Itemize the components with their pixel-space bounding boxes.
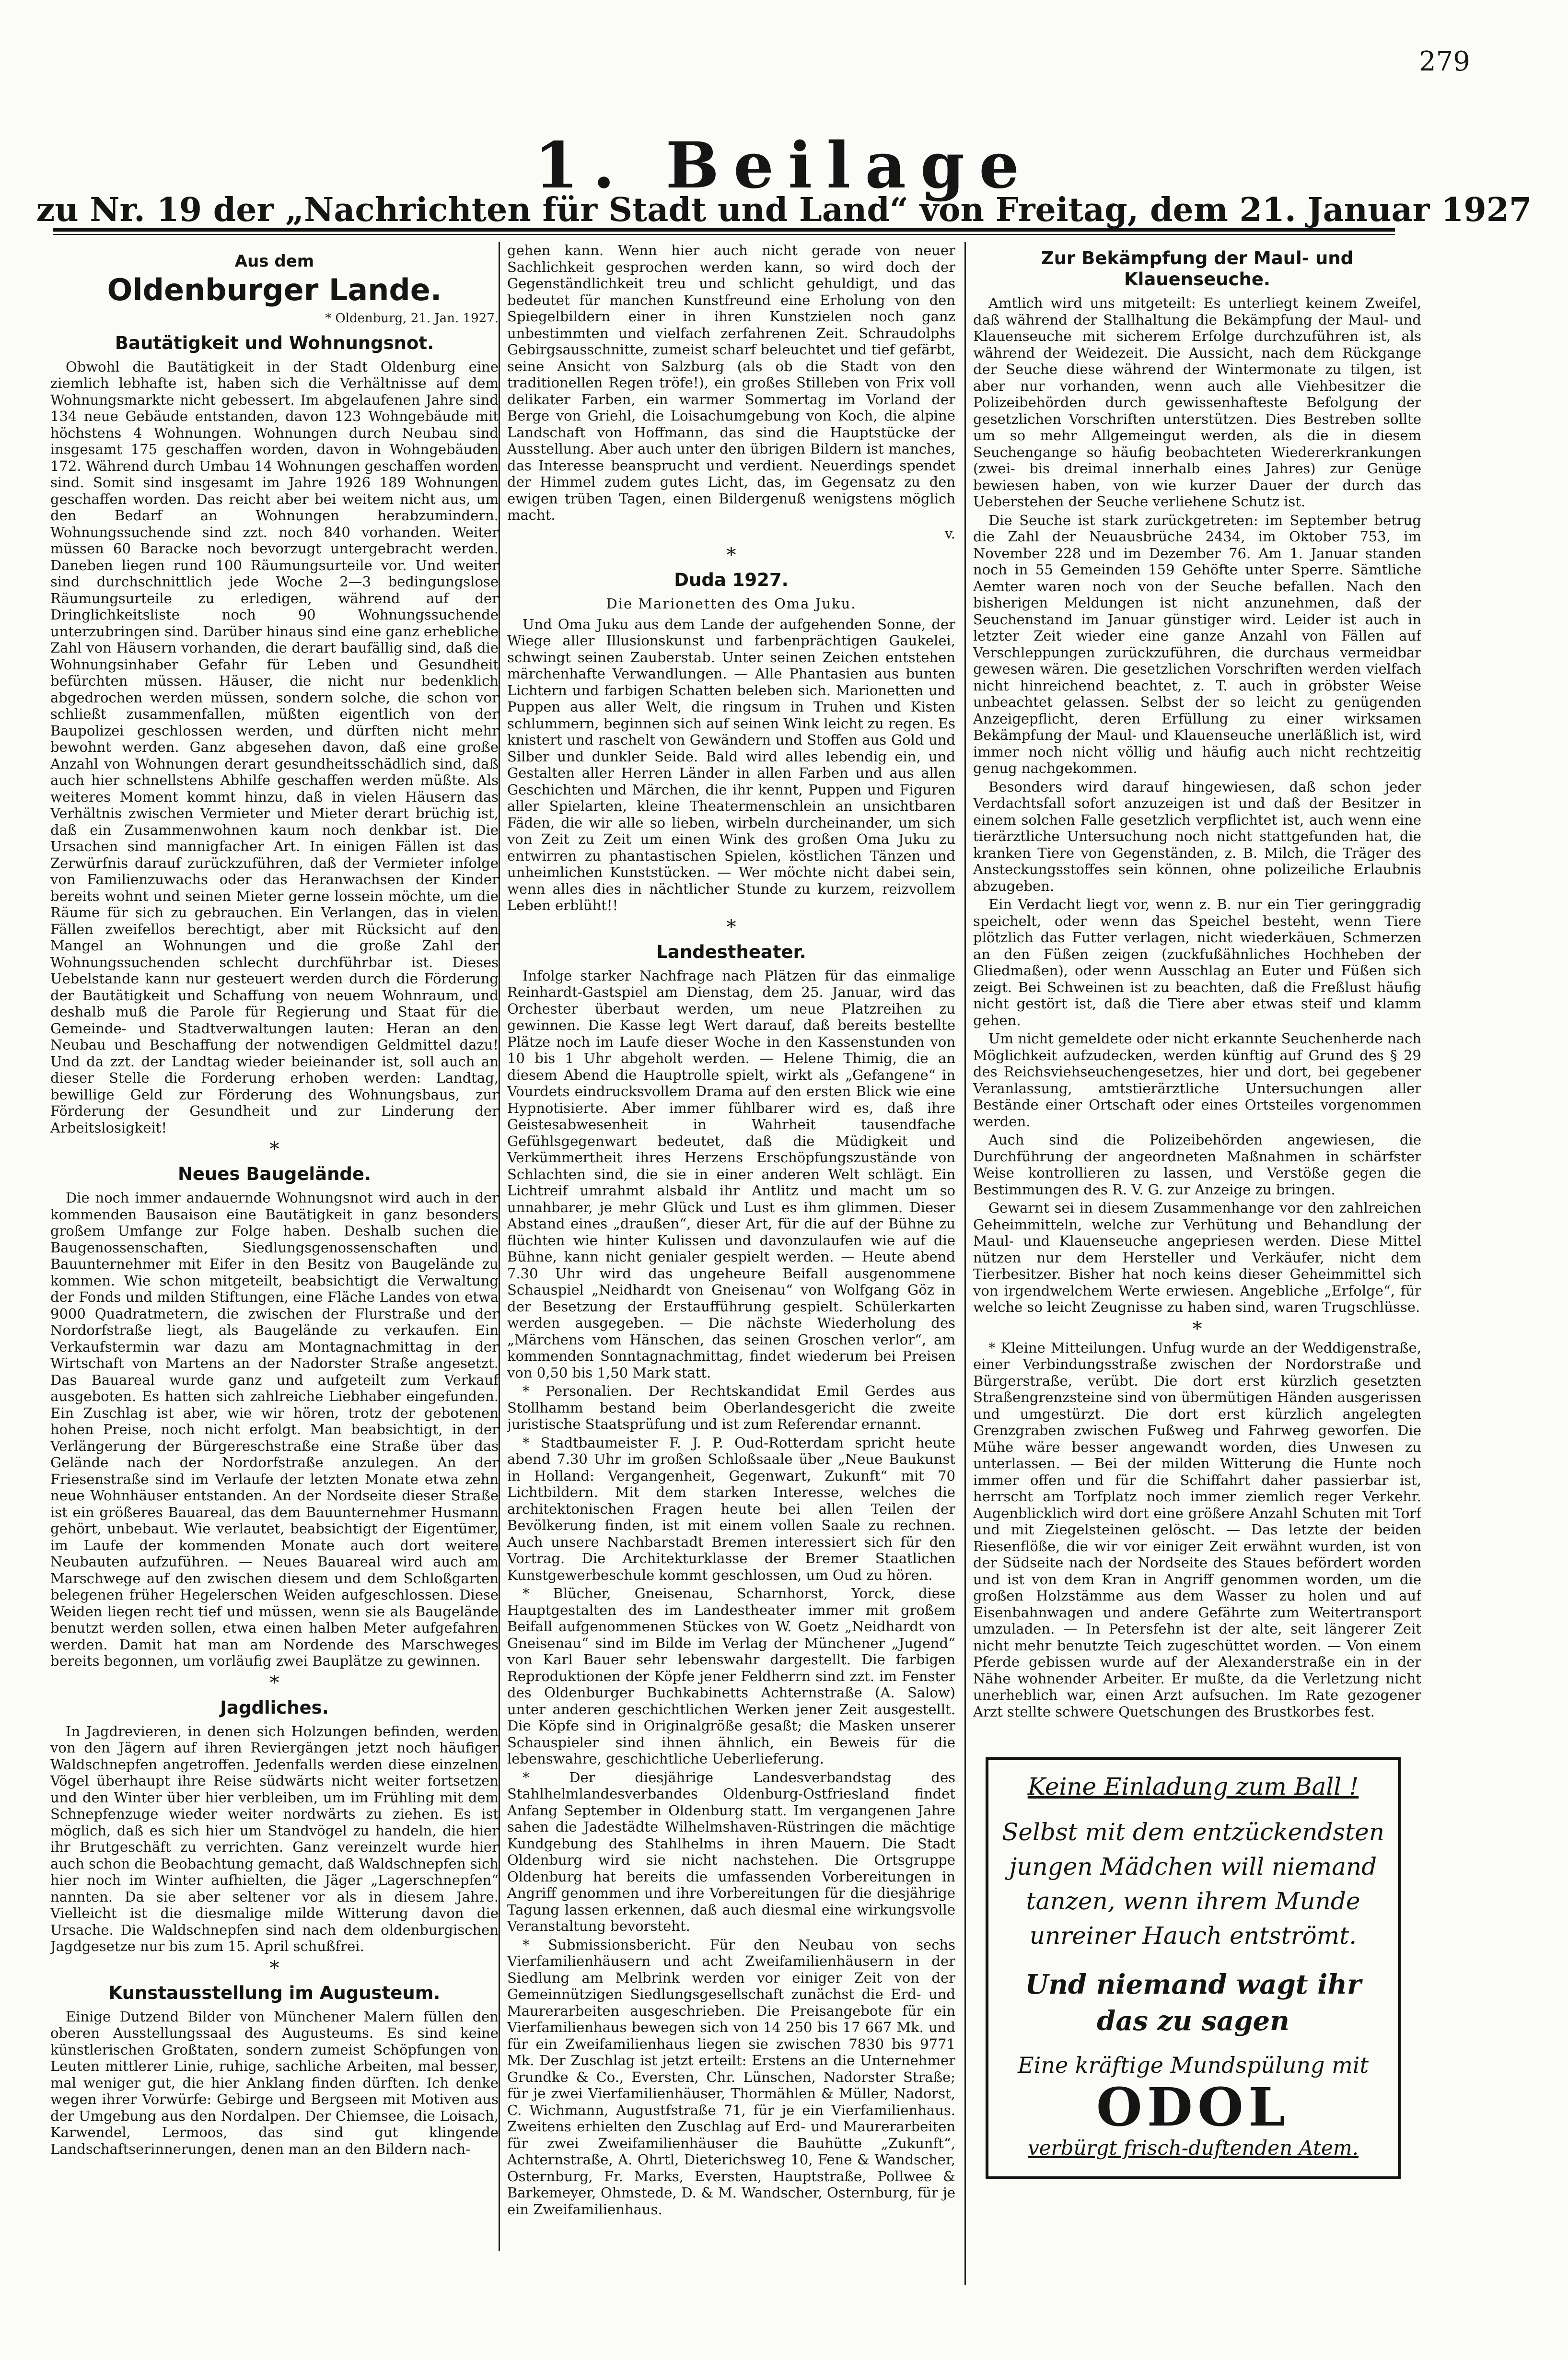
news-item: * Der diesjährige Landesverbandstag des Stahlhelmlandesverbandes Oldenburg-Ostfriesland findet Anfang September in Oldenburg statt. Im vergangenen Jahre sahen die Jadestädte Wilhelmshaven-Rüstringen die mächtige Kundgebung des Stahlhelms in ihren Mauern. Die Stadt Oldenburg wird sie nicht nachstehen. Die Ortsgruppe Oldenburg hat bereits die umfassenden Vorbereitungen in Angriff genommen und ihre Vorbereitungen für die diesjährige Tagung lassen erkennen, daß auch diesmal eine wirkungsvolle Veranstaltung bevorsteht. <box>507 1769 955 1934</box>
article-paragraph: Auch sind die Polizeibehörden angewiesen, die Durchführung der angeordneten Maßnahmen in schärfster Weise kontrollieren zu lassen, und Verstöße gegen die Bestimmungen des R. V. G. zur Anzeige zu bringen. <box>973 1132 1421 1198</box>
article-paragraph: Die noch immer andauernde Wohnungsnot wird auch in der kommenden Bausaison eine Bautätigkeit in ganz besonders großem Umfange zur Folge haben. Deshalb suchen die Baugenossenschaften, Siedlungsgenossenschaften und Bauunternehmer mit Eifer in den Besitz von Baugelände zu kommen. Wie schon mitgeteilt, beabsichtigt die Verwaltung der Fonds und milden Stiftungen, eine Fläche Landes von etwa 9000 Quadratmetern, die zwischen der Flurstraße und der Nordorfstraße liegt, als Baugelände zu verkaufen. Ein Verkaufstermin war dazu am Montagnachmittag in der Wirtschaft von Martens an der Nadorster Straße angesetzt. Das Bauareal wurde ganz und aufgeteilt zum Verkauf ausgeboten. Es hatten sich zahlreiche Liebhaber eingefunden. Ein Zuschlag ist aber, wie wir hören, trotz der gebotenen hohen Preise, noch nicht erfolgt. Man beabsichtigt, in der Verlängerung der Bürgereschstraße eine Straße über das Gelände nach der Nordorfstraße anzulegen. An der Friesenstraße sind im Verlaufe der letzten Monate etwa zehn neue Wohnhäuser entstanden. An der Nordseite dieser Straße ist ein größeres Bauareal, das dem Bauunternehmer Husmann gehört, unbebaut. Wie verlautet, beabsichtigt der Eigentümer, im Laufe der kommenden Monate auch dort weitere Neubauten aufzuführen. — Neues Bauareal wird auch am Marschwege auf den zwischen diesem und dem Schloßgarten belegenen früher Hegelerschen Weiden aufgeschlossen. Diese Weiden liegen recht tief und müssen, wenn sie als Baugelände benutzt werden sollen, etwa einen halben Meter aufgefahren werden. Damit hat man am Nordende des Marschweges bereits begonnen, um vorläufig zwei Bauplätze zu gewinnen. <box>50 1190 499 1669</box>
news-item: * Stadtbaumeister F. J. P. Oud-Rotterdam spricht heute abend 7.30 Uhr im großen Schloßsaale über „Neue Baukunst in Holland: Vergangenheit, Gegenwart, Zukunft“ mit 70 Lichtbildern. Mit dem starken Interesse, welches die architektonischen Fragen heute bei allen Teilen der Bevölkerung finden, ist mit einem vollen Saale zu rechnen. Auch unsere Nachbarstadt Bremen interessiert sich für den Vortrag. Die Architekturklasse der Bremer Staatlichen Kunstgewerbeschule kommt geschlossen, um Oud zu hören. <box>507 1434 955 1583</box>
page-number: 279 <box>1419 46 1470 77</box>
article-paragraph: Amtlich wird uns mitgeteilt: Es unterliegt keinem Zweifel, daß während der Stallhaltung die Bekämpfung der Maul- und Klauenseuche mit sicherem Erfolge durchzuführen ist, als während der Weidezeit. Die Aussicht, nach dem Rückgange der Seuche diese während der Wintermonate zu tilgen, ist aber nur vorhanden, wenn auch alle Viehbesitzer die Polizeibehörden durch gewissenhafteste Befolgung der gesetzlichen Vorschriften unterstützen. Dies Bestreben sollte um so mehr Allgemeingut werden, als die in diesem Seuchengange so häufig beobachteten Wiedererkrankungen (zwei- bis dreimal innerhalb eines Jahres) zur Genüge bewiesen haben, von wie kurzer Dauer der durch das Ueberstehen der Seuche verliehene Schutz ist. <box>973 295 1421 510</box>
section-title: Oldenburger Lande. <box>107 272 442 307</box>
column-1 <box>50 242 499 2251</box>
separator-asterisk: * <box>269 1957 279 1979</box>
article-paragraph: Gewarnt sei in diesem Zusammenhange vor den zahlreichen Geheimmitteln, welche zur Verhütung und Behandlung der Maul- und Klauenseuche angepriesen werden. Diese Mittel nützen nur dem Hersteller und Verkäufer, nicht dem Tierbesitzer. Bisher hat noch keins dieser Geheimmittel sich von irgendwelchem Werte erwiesen. Angebliche „Erfolge“, für welche so leicht Zeugnisse zu haben sind, waren Trugschlüsse. <box>973 1200 1421 1315</box>
column-divider <box>964 242 966 2285</box>
column-2 <box>507 242 955 2285</box>
article-heading: Landestheater. <box>656 941 806 962</box>
masthead-title: 1. Beilage <box>534 129 1034 203</box>
news-item: * Submissionsbericht. Für den Neubau von sechs Vierfamilienhäusern und acht Zweifamilienhäusern in der Siedlung am Melbrink werden vor einiger Zeit von der Gemeinnützigen Siedlungsgesellschaft zunächst die Erd- und Maurerarbeiten ausgeschrieben. Die Preisangebote für ein Vierfamilienhaus bewegen sich von 14 250 bis 17 667 Mk. und für ein Zweifamilienhaus liegen sie zwischen 7830 bis 9771 Mk. Der Zuschlag ist jetzt erteilt: Erstens an die Unternehmer Grundke & Co., Eversten, Chr. Lünschen, Nadorster Straße; für je zwei Vierfamilienhäuser, Thormählen & Müller, Nadorst, C. Wichmann, Augustfstraße 71, für je ein Vierfamilienhaus. Zweitens erhielten den Zuschlag auf Erd- und Maurerarbeiten für zwei Zweifamilienhäuser die Bauhütte „Zukunft“, Achternstraße, A. Ohrtl, Dieterichsweg 10, Fene & Wandscher, Osternburg, Fr. Marks, Eversten, Hauptstraße, Pollwee & Barkemeyer, Ohmstede, D. & M. Wandscher, Osternburg, für je ein Zweifamilienhaus. <box>507 1936 955 2218</box>
column-divider <box>499 242 500 2251</box>
separator-asterisk: * <box>726 916 736 938</box>
article-subheading: Die Marionetten des Oma Juku. <box>606 596 857 612</box>
ad-emphasis: Und niemand wagt ihr das zu sagen <box>1025 1969 1361 2037</box>
article-paragraph: Infolge starker Nachfrage nach Plätzen für das einmalige Reinhardt-Gastspiel am Dienstag, dem 25. Januar, wird das Orchester überbaut werden, um neue Platzreihen zu gewinnen. Die Kasse legt Wert darauf, daß bereits bestellte Plätze noch im Laufe dieser Woche in den Kassenstunden von 10 bis 1 Uhr abgeholt werden. — Helene Thimig, die an diesem Abend die Hauptrolle spielt, wirkt als „Gefangene“ in Vourdets eindrucksvollem Drama auf den ersten Blick wie eine Hypnotisierte. Aber immer fühlbarer wird es, daß ihre Geistesabwesenheit in Wahrheit tausendfache Gefühlsgegenwart bedeutet, daß die Müdigkeit und Verkümmertheit ihres Herzens Erschöpfungszustände von Schlachten sind, die sie in einer anderen Welt schlägt. Ein Lichtreif umrahmt alsbald ihr Antlitz und macht um so unnahbarer, je mehr Glück und Lust es ihm glimmen. Dieser Abstand eines „draußen“, dieser Art, für die auf der Bühne zu flüchten wie hinter Kulissen und davonzulaufen wie auf die Bühne, kann nicht genialer gespielt werden. — Heute abend 7.30 Uhr wird das ungeheure Beifall ausgenommene Schauspiel „Neidhardt von Gneisenau“ von Wolfgang Göz in der Besetzung der Erstaufführung gespielt. Schülerkarten werden ausgegeben. — Die nächste Wiederholung des „Märchens vom Hänschen, das seinen Groschen verlor“, am kommenden Sonntagnachmittag, findet wiederum bei Preisen von 0,50 bis 1,50 Mark statt. <box>507 967 955 1381</box>
separator-asterisk: * <box>1192 1318 1202 1340</box>
odol-advertisement <box>986 1757 1401 2179</box>
article-paragraph: Die Seuche ist stark zurückgetreten: im September betrug die Zahl der Neuausbrüche 2434, im Oktober 753, im November 228 und im Dezember 76. Am 1. Januar standen noch in 55 Gemeinden 159 Gehöfte unter Sperre. Sämtliche Aemter waren noch von der Seuche befallen. Nach den bisherigen Meldungen ist nicht anzunehmen, daß der Seuchenstand im Januar günstiger wird. Leider ist auch in letzter Zeit wieder eine ganze Anzahl von Fällen auf Verschleppungen zurückzuführen, die durchaus vermeidbar gewesen wären. Die gesetzlichen Vorschriften werden vielfach nicht hinreichend beachtet, z. T. auch in gröbster Weise unbeachtet gelassen. Selbst der so leicht zu genügenden Anzeigepflicht, deren Erfüllung zu einer wirksamen Bekämpfung der Maul- und Klauenseuche unerläßlich ist, wird immer noch nicht völlig und häufig auch nicht rechtzeitig genug nachgekommen. <box>973 512 1421 776</box>
news-item: * Kleine Mitteilungen. Unfug wurde an der Weddigenstraße, einer Verbindungsstraße zwischen der Nordorstraße und Bürgerstraße, verübt. Die dort erst kürzlich gesetzten Straßengrenzsteine sind von übermütigen Händen ausgerissen und umgestürzt. Die dort erst kürzlich angelegten Grenzgraben zwischen Fußweg und Fahrweg geworfen. Die Mühe wäre besser angewandt worden, dies Unwesen zu unterlassen. — Bei der milden Witterung die Hunte noch immer offen und für die Schiffahrt daher passierbar ist, herrscht am Torfplatz noch immer ziemlich reger Verkehr. Augenblicklich wird dort eine größere Anzahl Schuten mit Torf und mit Ziegelsteinen gelöscht. — Das letzte der beiden Riesenflöße, die wir vor einiger Zeit erwähnt wurden, ist von der Südseite nach der Nordseite des Staues befördert worden und ist von dem Kran in Angriff genommen worden, um die großen Holzstämme aus dem Wasser zu holen und auf Eisenbahnwagen und andere Gefährte zum Weitertransport umzuladen. — In Petersfehn ist der alte, seit längerer Zeit nicht mehr benutzte Teich zugeschüttet worden. — Von einem Pferde gebissen wurde auf der Alexanderstraße ein in der Nähe wohnender Arbeiter. Er mußte, da die Verletzung nicht unerheblich war, einen Arzt aufsuchen. Im Rate gezogener Arzt stellte schwere Quetschungen des Brustkorbes fest. <box>973 1339 1421 1720</box>
masthead-subtitle: zu Nr. 19 der „Nachrichten für Stadt und Land“ von Freitag, dem 21. Januar 1927 <box>36 191 1532 229</box>
news-item: * Blücher, Gneisenau, Scharnhorst, Yorck, diese Hauptgestalten des im Landestheater immer mit großem Beifall aufgenommenen Stückes von W. Goetz „Neidhardt von Gneisenau“ sind im Bilde im Verlag der Münchener „Jugend“ von Karl Bauer sehr lebenswahr dargestellt. Die farbigen Reproduktionen der Köpfe jener Feldherrn sind zzt. im Fenster des Oldenburger Buchkabinetts Achternstraße (A. Salow) unter anderen geschichtlichen Werken jener Zeit ausgestellt. Die Köpfe sind in Originalgröße gesaßt; die Masken unserer Schauspieler sind ihnen ähnlich, ein Beweis für die lebenswahre, geschichtliche Ueberlieferung. <box>507 1585 955 1767</box>
ad-brand: ODOL <box>1096 2076 1290 2138</box>
ad-body: Selbst mit dem entzückendsten jungen Mädchen will niemand tanzen, wenn ihrem Munde unreiner Hauch entströmt. <box>1002 1818 1384 1950</box>
ad-headline: Keine Einladung zum Ball ! <box>1027 1773 1359 1800</box>
column-3 <box>973 242 1421 1949</box>
article-heading: Kunstausstellung im Augusteum. <box>108 1982 441 2003</box>
ad-tagline: verbürgt frisch-duftenden Atem. <box>1027 2136 1359 2160</box>
section-kicker: Aus dem <box>234 252 314 271</box>
ad-product-line: Eine kräftige Mundspülung mit <box>1018 2052 1369 2078</box>
article-heading: Duda 1927. <box>674 570 789 590</box>
masthead-rule <box>53 228 1395 235</box>
article-heading: Jagdliches. <box>220 1697 329 1718</box>
article-paragraph: Besonders wird darauf hingewiesen, daß schon jeder Verdachtsfall sofort anzuzeigen ist und daß der Besitzer in einem solchen Falle gesetzlich verpflichtet ist, auch wenn eine tierärztliche Untersuchung noch nicht stattgefunden hat, die kranken Tiere von Gegenständen, z. B. Milch, die Träger des Ansteckungsstoffes sein können, ohne polizeiliche Erlaubnis abzugeben. <box>973 778 1421 894</box>
article-heading: Zur Bekämpfung der Maul- und Klauenseuche. <box>1041 248 1354 290</box>
article-heading: Bautätigkeit und Wohnungsnot. <box>115 332 434 353</box>
separator-asterisk: * <box>726 544 736 566</box>
news-item: * Personalien. Der Rechtskandidat Emil Gerdes aus Stollhamm bestand beim Oberlandesgericht die zweite juristische Staatsprüfung und ist zum Referendar ernannt. <box>507 1383 955 1432</box>
separator-asterisk: * <box>269 1671 279 1694</box>
dateline: * Oldenburg, 21. Jan. 1927. <box>325 311 499 326</box>
article-paragraph: gehen kann. Wenn hier auch nicht gerade von neuer Sachlichkeit gesprochen werden kann, so wird doch der Gegenständlichkeit treu und schlicht gehuldigt, und das bedeutet für manchen Kunstfreund eine Erholung von den Spiegelbildern einer in ihren Kunstzielen noch ganz unbestimmten und vielfach zerfahrenen Zeit. Schraudolphs Gebirgsausschnitte, zumeist scharf beleuchtet und tief gefärbt, seine Ansicht von Salzburg (als ob die Stadt von den traditionellen Regen tröfe!), ein großes Stilleben von Frix voll delikater Farben, ein warmer Sommertag im Vorland der Berge von Griehl, die Loisachumgebung von Koch, die alpine Landschaft von Hoffmann, das sind die Hauptstücke der Ausstellung. Aber auch unter den übrigen Bildern ist manches, das Interesse beansprucht und verdient. Neuerdings spendet der Himmel zudem gutes Licht, das, im Gegensatz zu den ewigen trüben Tagen, einen Bildergenuß wenigstens möglich macht. <box>507 242 955 523</box>
article-paragraph: In Jagdrevieren, in denen sich Holzungen befinden, werden von den Jägern auf ihren Reviergängen jetzt noch häufiger Waldschnepfen angetroffen. Jedenfalls werden diese einzelnen Vögel überhaupt ihre Reise südwärts nicht weiter fortsetzen und den Winter über hier verbleiben, um im Frühling mit dem Schnepfenzuge wieder weiter nordwärts zu ziehen. Es ist möglich, daß es sich hier um Standvögel zu handeln, die hier ihr Brutgeschäft zu verrichten. Ganz vereinzelt wurde hier auch schon die Beobachtung gemacht, daß Waldschnepfen sich hier noch im Winter aufhielten, die Jäger „Lagerschnepfen“ nannten. Da sie aber seltener vor als in diesem Jahre. Vielleicht ist die diesmalige milde Witterung davon die Ursache. Die Waldschnepfen sind nach dem oldenburgischen Jagdgesetze nur bis zum 15. April schußfrei. <box>50 1723 499 1954</box>
article-paragraph: Obwohl die Bautätigkeit in der Stadt Oldenburg eine ziemlich lebhafte ist, haben sich die Verhältnisse auf dem Wohnungsmarkte nicht gebessert. Im abgelaufenen Jahre sind 134 neue Gebäude entstanden, davon 123 Wohngebäude mit höchstens 4 Wohnungen. Wohnungen durch Neubau sind insgesamt 175 geschaffen worden, davon in Wohngebäuden 172. Während durch Umbau 14 Wohnungen geschaffen worden sind. Somit sind insgesamt im Jahre 1926 189 Wohnungen geschaffen worden. Das reicht aber bei weitem nicht aus, um den Bedarf an Wohnungen herabzumindern. Wohnungssuchende sind zzt. noch 840 vorhanden. Weiter müssen 60 Baracke noch bevorzugt untergebracht werden. Daneben liegen rund 100 Räumungsurteile vor. Und weiter sind durchschnittlich jede Woche 2—3 bedingungslose Räumungsurteile zu erledigen, während auf der Dringlichkeitsliste noch 90 Wohnungssuchende unterzubringen sind. Darüber hinaus sind eine ganz erhebliche Zahl von Häusern vorhanden, die derart baufällig sind, daß die Wohnungsinhaber Gefahr für Leben und Gesundheit befürchten müssen. Häuser, die nicht nur bedenklich abgedrochen werden müssen, sondern solche, die schon vor schließt zusammenfallen, müßten eigentlich von der Baupolizei geschlossen werden, und dürften nicht mehr bewohnt werden. Ganz abgesehen davon, daß eine große Anzahl von Wohnungen derart gesundheitsschädlich sind, daß auch hier schnellstens Abhilfe geschaffen werden müßte. Als weiteres Moment kommt hinzu, daß in vielen Häusern das Verhältnis zwischen Vermieter und Mieter derart brüchig ist, daß ein Zusammenwohnen kaum noch denkbar ist. Die Ursachen sind mannigfacher Art. In einigen Fällen ist das Zerwürfnis darauf zurückzuführen, daß der Vermieter infolge von Familienzuwachs oder das Heranwachsen der Kinder bereits wohnt und seinen Mieter gerne lossein möchte, um die Räume für sich zu gebrauchen. Ein Verlangen, das in vielen Fällen zweifellos berechtigt, aber mit Rücksicht auf den Mangel an Wohnungen und die große Zahl der Wohnungssuchenden schlecht durchführbar ist. Dieses Uebelstande kann nur gesteuert werden durch die Förderung der Bautätigkeit und Schaffung von neuem Wohnraum, und deshalb muß die Parole für Regierung und Staat für die Gemeinde- und Stadtverwaltungen lauten: Heran an den Neubau und Beschaffung der notwendigen Geldmittel dazu! Und da zzt. der Landtag wieder beieinander ist, soll auch an dieser Stelle die Forderung erhoben werden: Landtag, bewillige Geld zur Förderung des Wohnungsbaus, zur Förderung der Gesundheit und zur Linderung der Arbeitslosigkeit! <box>50 358 499 1136</box>
article-paragraph: Um nicht gemeldete oder nicht erkannte Seuchenherde nach Möglichkeit aufzudecken, werden künftig auf Grund des § 29 des Reichsviehseuchengesetzes, hier und dort, bei gegebener Veranlassung, amtstierärztliche Untersuchungen aller Bestände einer Ortschaft oder eines Ortsteiles vorgenommen werden. <box>973 1030 1421 1130</box>
article-paragraph: Ein Verdacht liegt vor, wenn z. B. nur ein Tier geringgradig speichelt, oder wenn das Speichel besteht, wenn Tiere plötzlich das Futter verlagen, nicht wiederkäuen, Schmerzen an den Füßen zeigen (zuckfußähnliches Hochheben der Gliedmaßen), oder wenn Ausschlag an Euter und Füßen sich zeigt. Bei Schweinen ist zu beachten, daß die Freßlust häufig nicht gestört ist, daß die Tiere aber etwas steif und klamm gehen. <box>973 896 1421 1028</box>
signature: v. <box>944 525 955 542</box>
article-heading: Neues Baugelände. <box>177 1164 372 1184</box>
article-paragraph: Und Oma Juku aus dem Lande der aufgehenden Sonne, der Wiege aller Illusionskunst und farbenprächtigen Gaukelei, schwingt seinen Zauberstab. Unter seinen Zeichen entstehen märchenhafte Verwandlungen. — Alle Phantasien aus bunten Lichtern und farbigen Schatten beleben sich. Marionetten und Puppen aus aller Welt, die ringsum in Truhen und Kisten schlummern, beginnen sich auf seinen Wink leicht zu regen. Es knistert und raschelt von Gewändern und Stoffen aus Gold und Silber und dunkler Seide. Bald wird alles lebendig ein, und Gestalten aller Herren Länder in allen Farben und aus allen Geschichten und Märchen, die ihr kennt, Puppen und Figuren aller Spielarten, kleine Theatermenschlein an unsichtbaren Fäden, die wir alle so lieben, wirbeln durcheinander, um sich von Zeit zu Zeit um einen Wink des großen Oma Juku zu entwirren zu phantastischen Spielen, köstlichen Tänzen und unheimlichen Kunststücken. — Wer möchte nicht dabei sein, wenn alles dies in nächtlicher Stunde zu kurzem, reizvollem Leben erblüht!! <box>507 616 955 913</box>
separator-asterisk: * <box>269 1138 279 1160</box>
article-paragraph: Einige Dutzend Bilder von Münchener Malern füllen den oberen Ausstellungssaal des Augusteums. Es sind keine künstlerischen Großtaten, sondern zumeist Schöpfungen von Leuten mittlerer Linie, ruhige, sachliche Arbeiten, mal besser, mal weniger gut, die hier Anklang finden dürften. Ich denke wegen ihrer Vorwürfe: Gebirge und Bergseen mit Motiven aus der Umgebung aus den Nordalpen. Der Chiemsee, die Loisach, Karwendel, Lermoos, das sind gut klingende Landschaftserinnerungen, denen man an den Bildern nach- <box>50 2008 499 2157</box>
